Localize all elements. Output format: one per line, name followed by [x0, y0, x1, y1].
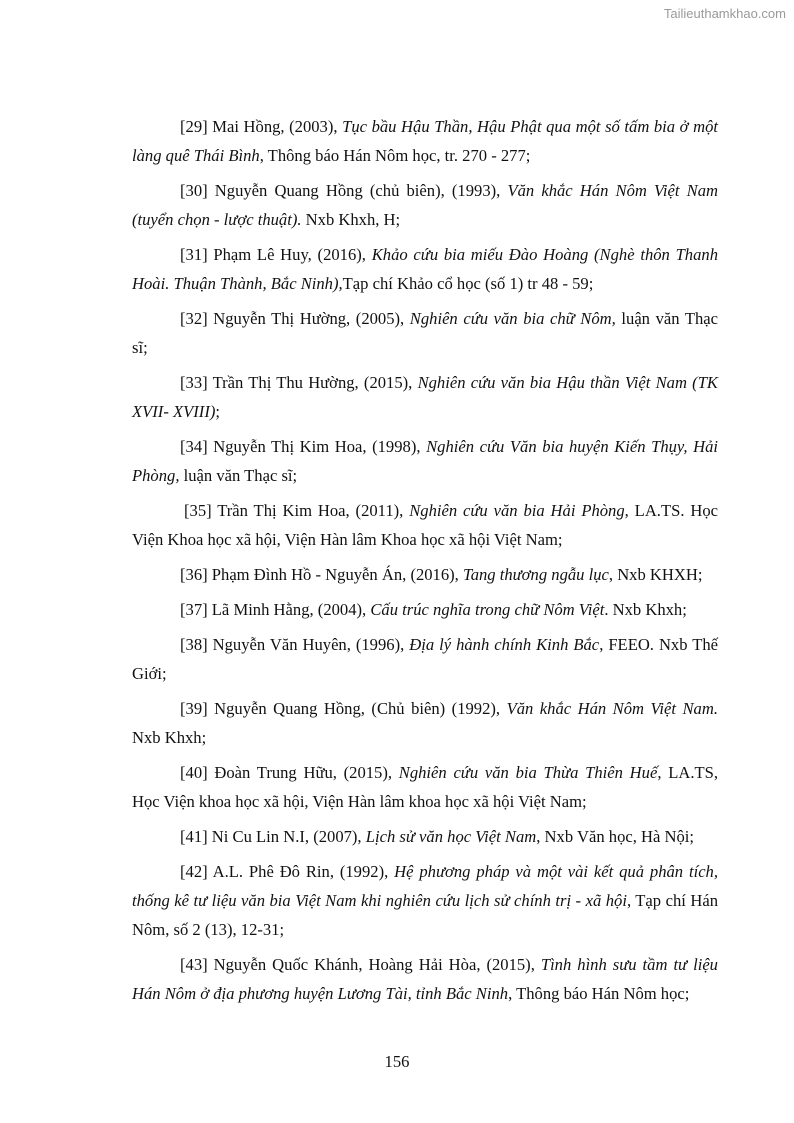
- reference-item: [132, 857, 718, 944]
- reference-item: [132, 694, 718, 752]
- reference-title: Lịch sử văn học Việt Nam: [365, 827, 537, 846]
- reference-suffix: . Nxb Khxh;: [604, 600, 687, 619]
- reference-item: [132, 630, 718, 688]
- reference-item: [132, 368, 718, 426]
- reference-item: [132, 560, 718, 589]
- reference-prefix: [40] Đoàn Trung Hữu, (2015),: [180, 763, 399, 782]
- page-number: 156: [384, 1052, 410, 1071]
- reference-title: Địa lý hành chính Kinh Bắc: [409, 635, 600, 654]
- reference-prefix: [31] Phạm Lê Huy, (2016),: [180, 245, 372, 264]
- reference-item: [132, 240, 718, 298]
- reference-item: [132, 304, 718, 362]
- reference-item: [132, 432, 718, 490]
- reference-prefix: [43] Nguyễn Quốc Khánh, Hoàng Hải Hòa, (2015),: [180, 955, 541, 974]
- reference-suffix: , Thông báo Hán Nôm học;: [508, 984, 690, 1003]
- reference-suffix: ;: [215, 402, 220, 421]
- reference-prefix: [32] Nguyễn Thị Hường, (2005),: [180, 309, 410, 328]
- reference-title: Nghiên cứu Văn bia huyện Kiến Thụy, Hải Phòng,: [132, 437, 718, 485]
- reference-prefix: [37] Lã Minh Hằng, (2004),: [180, 600, 371, 619]
- reference-prefix: [30] Nguyễn Quang Hồng (chủ biên), (1993),: [180, 181, 508, 200]
- reference-prefix: [33] Trần Thị Thu Hường, (2015),: [180, 373, 418, 392]
- reference-suffix: Nxb Khxh, H;: [301, 210, 401, 229]
- reference-suffix: luận văn Thạc sĩ;: [132, 309, 718, 357]
- reference-suffix: , Nxb KHXH;: [608, 565, 703, 584]
- reference-prefix: [42] A.L. Phê Đô Rin, (1992),: [180, 862, 395, 881]
- reference-suffix: , Thông báo Hán Nôm học, tr. 270 - 277;: [259, 146, 531, 165]
- reference-prefix: [34] Nguyễn Thị Kim Hoa, (1998),: [180, 437, 427, 456]
- reference-item: [132, 758, 718, 816]
- reference-suffix: , FEEO. Nxb Thế Giới;: [132, 635, 719, 683]
- reference-title: Hệ phương pháp và một vài kết quả phân tích, thống kê tư liệu văn bia Việt Nam khi nghiên cứu lịch sử chính trị - xã hội: [132, 862, 718, 910]
- reference-prefix: [38] Nguyễn Văn Huyên, (1996),: [180, 635, 410, 654]
- reference-prefix: [41] Ni Cu Lin N.I, (2007),: [180, 827, 366, 846]
- reference-suffix: , Nxb Văn học, Hà Nội;: [536, 827, 695, 846]
- reference-suffix: , LA.TS, Học Viện khoa học xã hội, Viện Hàn lâm khoa học xã hội Việt Nam;: [132, 763, 718, 811]
- reference-item: [132, 496, 718, 554]
- reference-title: Tang thương ngẫu lục: [462, 565, 609, 584]
- reference-item: [132, 950, 718, 1008]
- reference-title: Nghiên cứu văn bia Hải Phòng,: [409, 501, 629, 520]
- reference-item: [132, 822, 718, 851]
- reference-title: Khảo cứu bia miếu Đào Hoàng (Nghè thôn Thanh Hoài. Thuận Thành, Bắc Ninh),: [132, 245, 718, 293]
- reference-suffix: Nxb Khxh;: [132, 728, 207, 747]
- reference-prefix: [35] Trần Thị Kim Hoa, (2011),: [184, 501, 410, 520]
- reference-title: Nghiên cứu văn bia Hậu thần Việt Nam (TK XVII- XVIII): [132, 373, 718, 421]
- reference-title: Nghiên cứu văn bia chữ Nôm,: [409, 309, 616, 328]
- reference-title: Tục bầu Hậu Thần, Hậu Phật qua một số tấm bia ở một làng quê Thái Bình: [132, 117, 718, 165]
- reference-suffix: LA.TS. Học Viện Khoa học xã hội, Viện Hàn lâm Khoa học xã hội Việt Nam;: [132, 501, 718, 549]
- reference-item: [132, 112, 718, 170]
- reference-title: Cấu trúc nghĩa trong chữ Nôm Việt: [370, 600, 605, 619]
- reference-item: [132, 176, 718, 234]
- reference-prefix: [36] Phạm Đình Hồ - Nguyễn Án, (2016),: [180, 565, 463, 584]
- reference-item: [132, 595, 718, 624]
- reference-suffix: Tạp chí Khảo cổ học (số 1) tr 48 - 59;: [342, 274, 594, 293]
- reference-title: Văn khắc Hán Nôm Việt Nam.: [506, 699, 718, 718]
- watermark-text: Tailieuthamkhao.com: [663, 6, 786, 21]
- reference-title: Tình hình sưu tầm tư liệu Hán Nôm ở địa phương huyện Lương Tài, tỉnh Bắc Ninh: [132, 955, 718, 1003]
- reference-list: [132, 112, 718, 1014]
- reference-prefix: [29] Mai Hồng, (2003),: [180, 117, 343, 136]
- reference-suffix: , Tạp chí Hán Nôm, số 2 (13), 12-31;: [132, 891, 718, 939]
- reference-suffix: luận văn Thạc sĩ;: [179, 466, 298, 485]
- reference-title: Văn khắc Hán Nôm Việt Nam (tuyển chọn - lược thuật).: [132, 181, 719, 229]
- reference-prefix: [39] Nguyễn Quang Hồng, (Chủ biên) (1992),: [180, 699, 507, 718]
- reference-title: Nghiên cứu văn bia Thừa Thiên Huế: [398, 763, 658, 782]
